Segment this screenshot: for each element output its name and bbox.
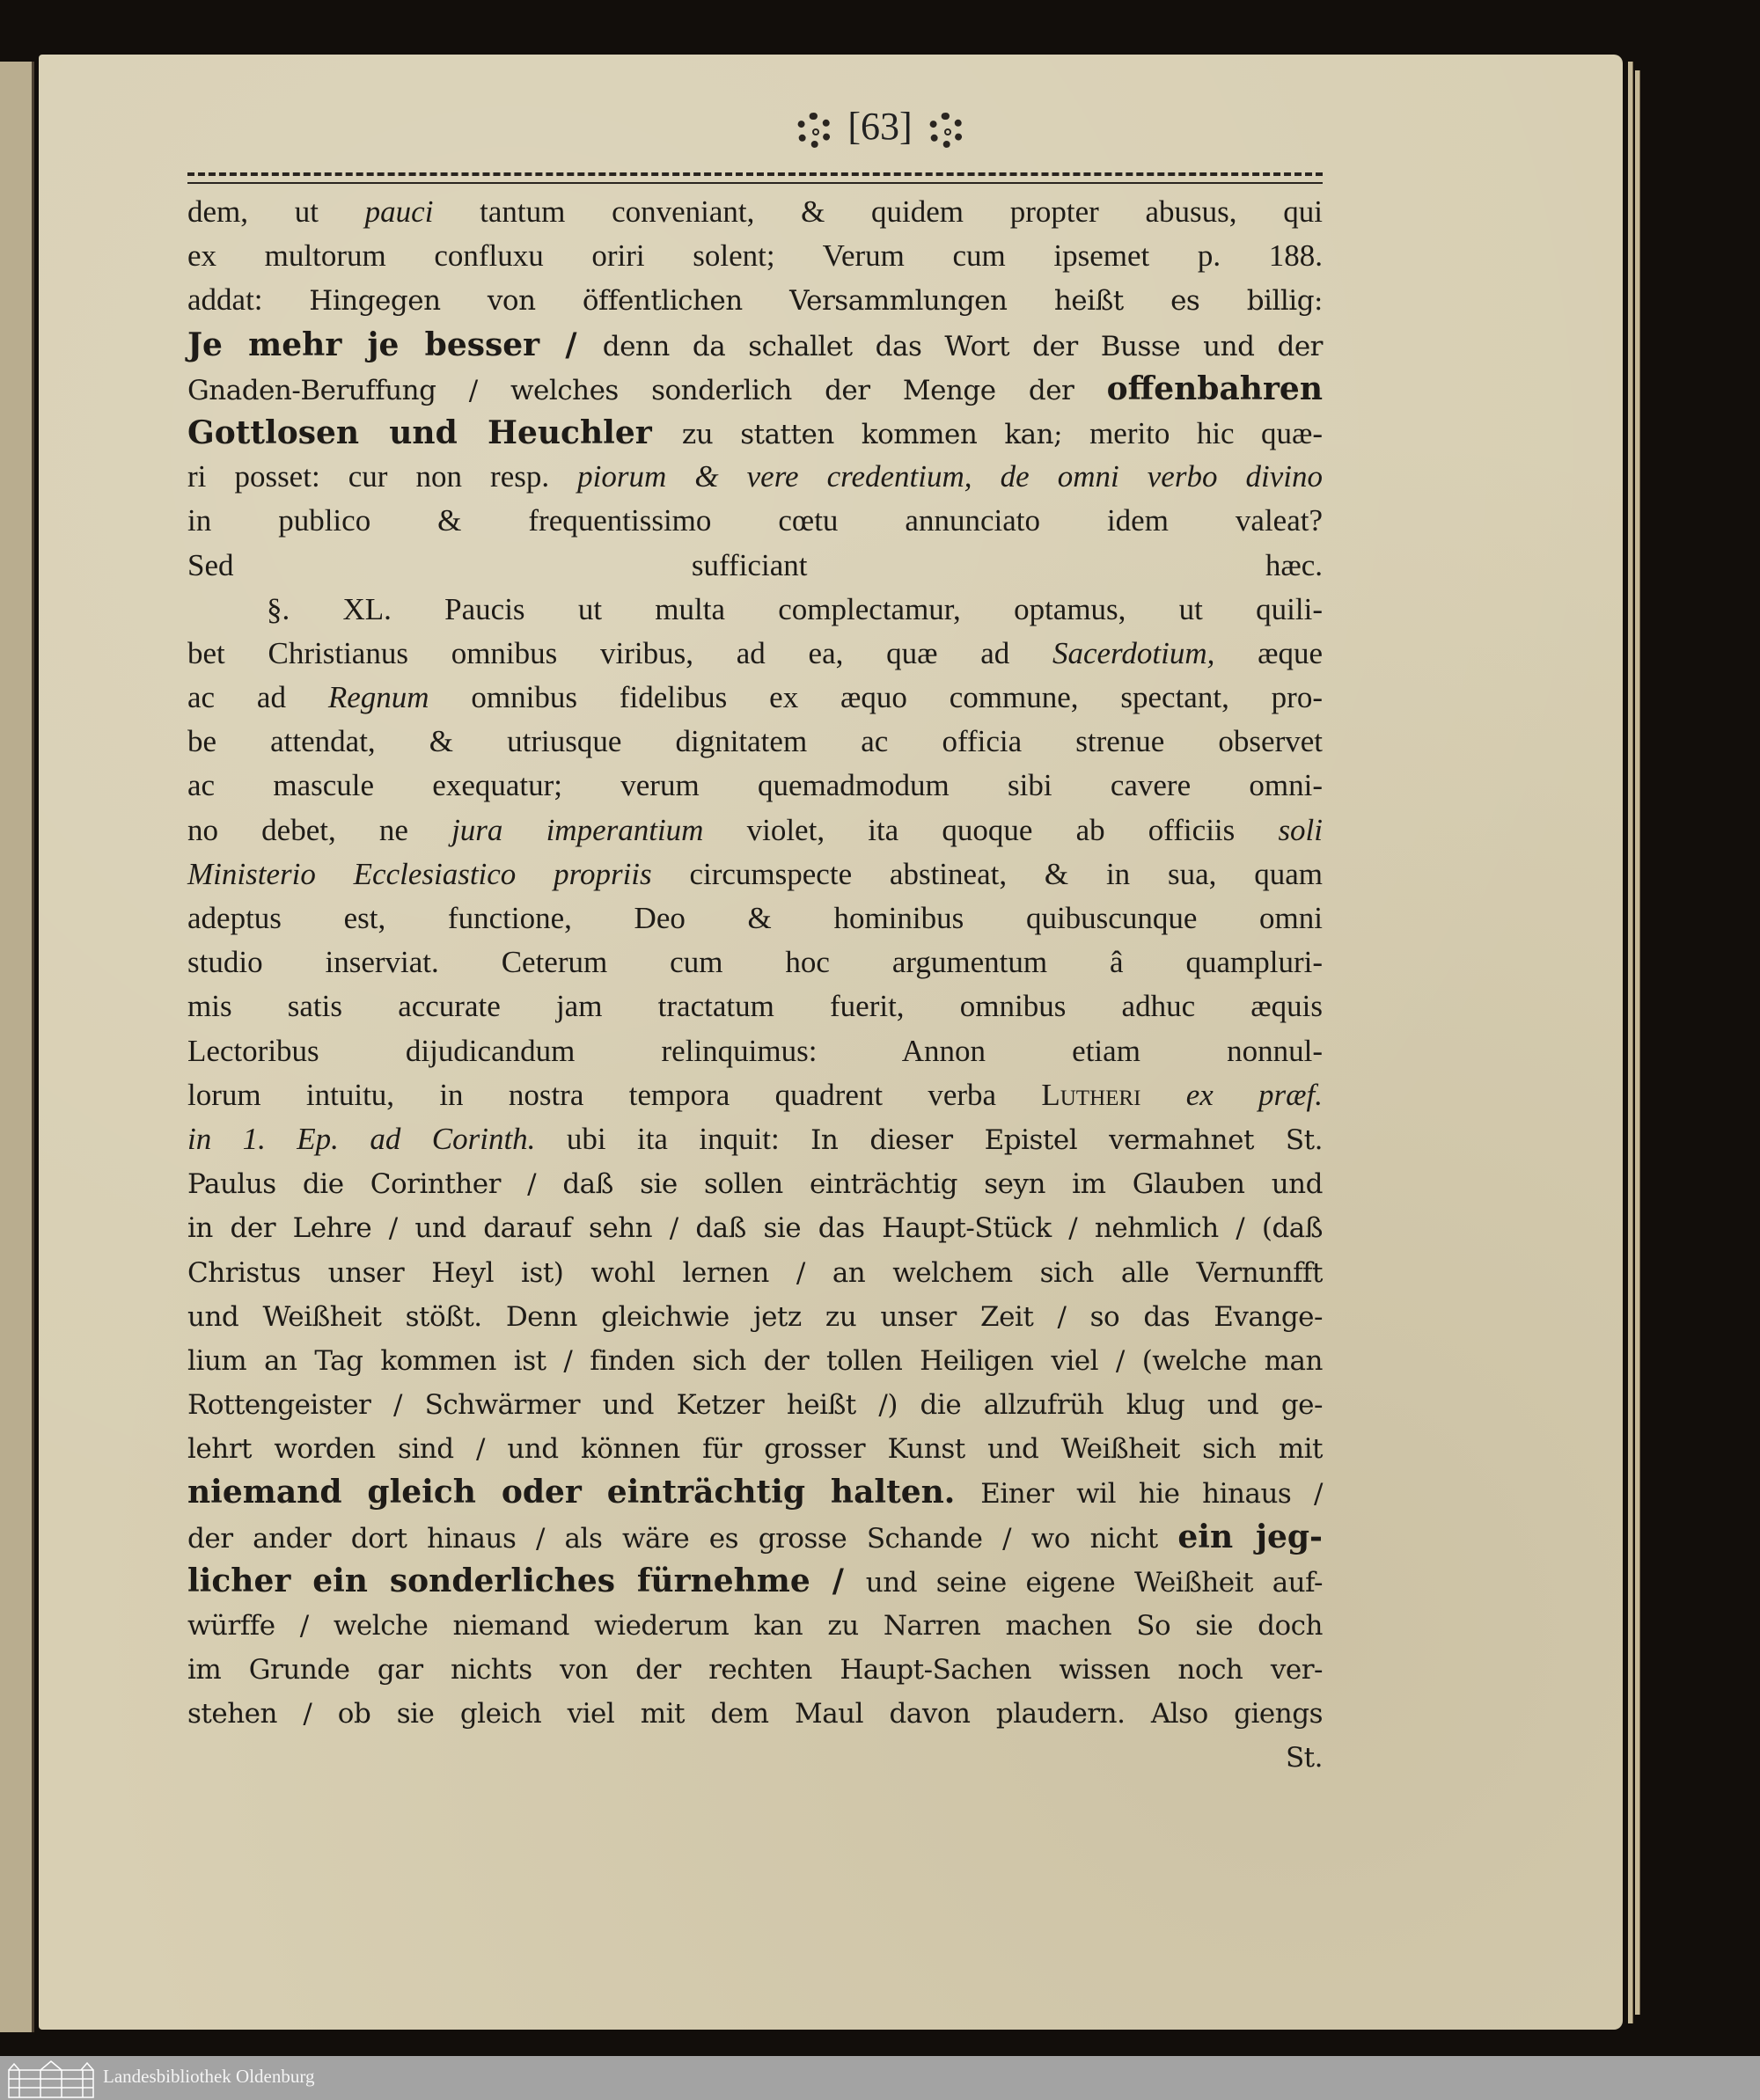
- text-segment: Rottengeister / Schwärmer und Ketzer heißt /) die allzufrüh klug und ge-: [187, 1389, 1323, 1422]
- text-segment: ri posset: cur non resp.: [187, 459, 578, 494]
- text-segment: licher ein sonderliches fürnehme /: [187, 1562, 866, 1599]
- text-segment: in 1. Ep. ad Corinth.: [187, 1121, 536, 1156]
- page-stack-edge: [1635, 70, 1640, 2015]
- text-line: [187, 852, 1323, 896]
- text-segment: jura imperantium: [451, 812, 704, 847]
- library-building-icon: [7, 2060, 95, 2098]
- text-line: [187, 1073, 1323, 1117]
- text-segment: be attendat, & utriusque dignitatem ac officia strenue observet: [187, 724, 1323, 759]
- text-segment: niemand gleich oder einträchtig halten.: [187, 1474, 981, 1511]
- text-segment: tantum conveniant, & quidem propter abusus, qui: [433, 194, 1323, 229]
- text-segment: ein jeg-: [1177, 1518, 1323, 1555]
- text-segment: Je mehr je besser /: [187, 326, 603, 363]
- text-segment: merito hic quæ-: [1089, 415, 1324, 450]
- text-line: [187, 1029, 1323, 1073]
- text-segment: offenbahren: [1106, 370, 1323, 407]
- text-line: [187, 1426, 1323, 1470]
- page-header: [0, 104, 1760, 149]
- text-segment: würffe / welche niemand wiederum kan zu Narren machen So sie doch: [187, 1610, 1323, 1642]
- text-segment: ex multorum confluxu oriri solent; Verum cum ipsemet p. 188.: [187, 238, 1323, 274]
- text-line: [187, 411, 1323, 455]
- text-line: [187, 278, 1323, 322]
- text-segment: violet, ita quoque ab officiis: [703, 812, 1279, 847]
- text-line: [187, 1250, 1323, 1294]
- text-segment: adeptus est, functione, Deo & hominibus quibuscunque omni: [187, 901, 1323, 935]
- text-segment: Gottlosen und Heuchler: [187, 413, 682, 451]
- header-rule: [187, 172, 1323, 184]
- text-segment: Hingegen von öffentlichen Versammlungen heißt es billig:: [309, 285, 1323, 318]
- text-segment: ac mascule exequatur; verum quemadmodum sibi cavere omni-: [187, 768, 1323, 803]
- text-line: [187, 809, 1323, 852]
- text-line: [187, 1647, 1323, 1691]
- text-segment: dem, ut: [187, 194, 365, 229]
- text-segment: denn da schallet das Wort der Busse und der: [602, 330, 1323, 362]
- text-segment: ex præf.: [1140, 1077, 1323, 1112]
- catchword: St.: [1285, 1741, 1323, 1774]
- text-line: [187, 720, 1323, 764]
- text-segment: soli: [1278, 812, 1324, 847]
- page-stack-edge: [1628, 62, 1633, 2023]
- text-segment: Ministerio Ecclesiastico propriis: [187, 856, 652, 891]
- text-segment: stehen / ob sie gleich viel mit dem Maul davon plaudern. Also giengs: [187, 1698, 1323, 1730]
- text-segment: ubi ita inquit:: [535, 1121, 811, 1156]
- text-segment: Gnaden-Beruffung / welches sonderlich der Menge der: [187, 374, 1107, 406]
- text-segment: Sacerdotium,: [1052, 635, 1215, 670]
- text-line: [187, 588, 1323, 632]
- text-line: [187, 1470, 1323, 1514]
- text-segment: piorum & vere credentium, de omni verbo divino: [577, 459, 1323, 494]
- text-line: [187, 1515, 1323, 1559]
- text-line: [187, 234, 1323, 278]
- text-line: [187, 323, 1323, 367]
- text-line: [187, 544, 1323, 588]
- text-segment: im Grunde gar nichts von der rechten Haupt-Sachen wissen noch ver-: [187, 1654, 1323, 1687]
- text-segment: Lutheri: [1041, 1077, 1141, 1112]
- text-line: [187, 1205, 1323, 1249]
- text-segment: Paulus die Corinther / daß sie sollen einträchtig seyn im Glauben und: [187, 1168, 1323, 1201]
- text-segment: studio inserviat. Ceterum cum hoc argumentum â quampluri-: [187, 945, 1323, 980]
- text-segment: §. XL. Paucis ut multa complectamur, optamus, ut quili-: [267, 591, 1323, 626]
- text-line: [187, 1559, 1323, 1603]
- text-line: [187, 455, 1323, 499]
- text-segment: Regnum: [327, 680, 429, 715]
- text-segment: lorum intuitu, in nostra tempora quadrent verba: [187, 1077, 1042, 1112]
- text-segment: und seine eigene Weißheit auf-: [865, 1566, 1323, 1599]
- text-line: [187, 632, 1323, 676]
- library-name: Landesbibliothek Oldenburg: [103, 2066, 315, 2087]
- text-line: [187, 1161, 1323, 1205]
- text-segment: omnibus fidelibus ex æquo commune, spectant, pro-: [429, 680, 1323, 715]
- text-segment: in der Lehre / und darauf sehn / daß sie das Haupt-Stück / nehmlich / (daß: [187, 1212, 1323, 1245]
- text-segment: no debet, ne: [187, 812, 452, 847]
- text-segment: In dieser Epistel vermahnet St.: [810, 1123, 1323, 1156]
- text-segment: Sed sufficiant hæc.: [187, 547, 1323, 582]
- text-segment: in publico & frequentissimo cœtu annunciato idem valeat?: [187, 503, 1323, 538]
- text-segment: Christus unser Heyl ist) wohl lernen / an welchem sich alle Vernunfft: [187, 1256, 1323, 1289]
- rosette-ornament-icon: [928, 113, 964, 148]
- text-segment: addat:: [187, 282, 310, 318]
- page-number: [63]: [847, 105, 913, 148]
- text-line: [187, 1117, 1323, 1161]
- text-line: [187, 764, 1323, 808]
- text-segment: zu statten kommen kan;: [681, 418, 1090, 450]
- text-line: [187, 896, 1323, 940]
- text-segment: mis satis accurate jam tractatum fuerit, omnibus adhuc æquis: [187, 989, 1323, 1024]
- text-segment: lehrt worden sind / und können für grosser Kunst und Weißheit sich mit: [187, 1433, 1323, 1466]
- text-segment: ac ad: [187, 680, 328, 715]
- text-segment: æque: [1214, 635, 1323, 670]
- text-line: [187, 676, 1323, 720]
- text-line: [187, 499, 1323, 543]
- text-segment: pauci: [364, 194, 434, 229]
- text-line: [187, 1382, 1323, 1426]
- page-body-text: [187, 190, 1323, 1780]
- facing-page-edge: [0, 62, 34, 2032]
- text-line: [187, 190, 1323, 234]
- footer-bar: [0, 2056, 1760, 2100]
- text-segment: lium an Tag kommen ist / finden sich der tollen Heiligen viel / (welche man: [187, 1344, 1323, 1377]
- text-line: [187, 1691, 1323, 1735]
- text-segment: bet Christianus omnibus viribus, ad ea, quæ ad: [187, 635, 1052, 670]
- text-segment: circumspecte abstineat, & in sua, quam: [651, 856, 1323, 891]
- text-line: [187, 984, 1323, 1028]
- text-line: [187, 940, 1323, 984]
- text-line: [187, 1338, 1323, 1382]
- text-line: [187, 1294, 1323, 1338]
- text-segment: der ander dort hinaus / als wäre es grosse Schande / wo nicht: [187, 1522, 1178, 1555]
- rosette-ornament-icon: [796, 113, 832, 148]
- text-segment: Einer wil hie hinaus /: [980, 1478, 1324, 1511]
- text-segment: Lectoribus dijudicandum relinquimus: Annon etiam nonnul-: [187, 1033, 1323, 1068]
- text-line: [187, 367, 1323, 411]
- text-line: [187, 1603, 1323, 1647]
- text-segment: und Weißheit stößt. Denn gleichwie jetz zu unser Zeit / so das Evange-: [187, 1300, 1323, 1333]
